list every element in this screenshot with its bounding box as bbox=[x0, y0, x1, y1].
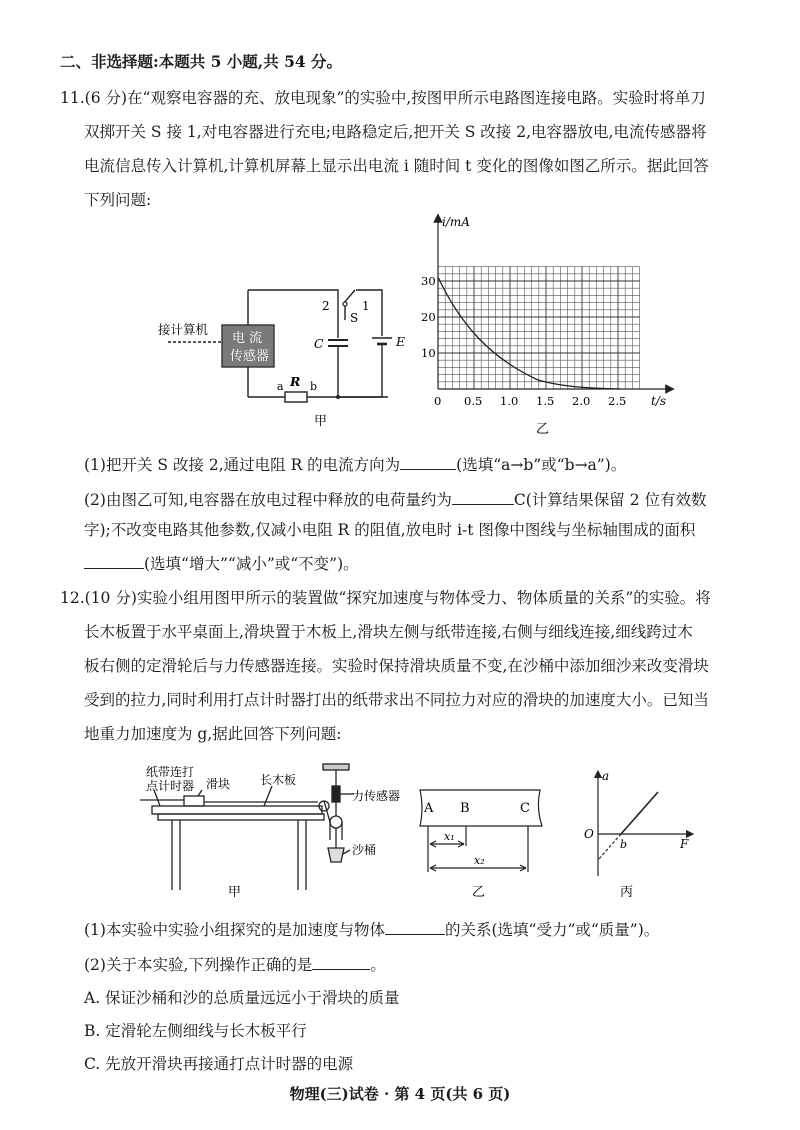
graph-caption: 乙 bbox=[536, 422, 550, 437]
q12-sub1 bbox=[84, 918, 659, 940]
graph-xtick: 0 bbox=[434, 394, 442, 408]
circuit-caption: 甲 bbox=[314, 414, 328, 429]
graph-grid bbox=[438, 267, 640, 389]
af-line bbox=[621, 792, 658, 834]
graph-ytick: 20 bbox=[421, 310, 436, 324]
q12-sub2-text: (2)关于本实验,下列操作正确的是 bbox=[84, 956, 313, 974]
q11-sub2-charge-blank[interactable] bbox=[452, 488, 514, 505]
af-line-extension bbox=[598, 834, 621, 860]
q11-line-1: 11.(6 分)在“观察电容器的充、放电现象”的实验中,按图甲所示电路图连接电路。实验时将单刀 bbox=[60, 89, 706, 107]
discharge-curve bbox=[438, 277, 620, 389]
q12-sub1-answer-blank[interactable] bbox=[385, 918, 445, 935]
q11-sub1-text: (1)把开关 S 改接 2,通过电阻 R 的电流方向为 bbox=[84, 456, 401, 474]
table-top bbox=[158, 814, 324, 820]
junction-node bbox=[336, 395, 340, 399]
sensor-label-2: 传感器 bbox=[230, 349, 270, 364]
q12-line-4: 受到的拉力,同时利用打点计时器打出的纸带求出不同拉力对应的滑块的加速度大小。已知当 bbox=[84, 691, 709, 709]
q12-sub2 bbox=[84, 953, 386, 975]
q12-sub2-answer-blank[interactable] bbox=[312, 953, 370, 970]
resistor-R bbox=[285, 392, 307, 402]
q11-sub2-area-hint: (选填“增大”“减小”或“不变”)。 bbox=[144, 555, 359, 573]
switch-pos-2: 2 bbox=[322, 299, 330, 313]
q12-sub1-hint: 的关系(选填“受力”或“质量”)。 bbox=[444, 921, 660, 939]
emf-label: E bbox=[396, 334, 406, 349]
long-board bbox=[152, 806, 322, 814]
q12-line-2: 长木板置于水平桌面上,滑块置于木板上,滑块左侧与纸带连接,右侧与细线连接,细线跨过木 bbox=[84, 623, 693, 641]
moving-pulley bbox=[330, 816, 342, 828]
switch-pos-1: 1 bbox=[362, 299, 370, 313]
q12-line-1: 12.(10 分)实验小组用图甲所示的装置做“探究加速度与物体受力、物体质量的关系”的实验。将 bbox=[60, 589, 711, 607]
q12-line-3: 板右侧的定滑轮后与力传感器连接。实验时保持滑块质量不变,在沙桶中添加细沙来改变滑块 bbox=[84, 657, 709, 675]
graph-xtick: 2.5 bbox=[608, 394, 627, 408]
paper-tape-diagram bbox=[412, 780, 552, 900]
graph-ylabel: i/mA bbox=[442, 215, 470, 229]
q11-sub1-hint: (选填“a→b”或“b→a”)。 bbox=[456, 456, 627, 474]
graph-ytick: 10 bbox=[421, 346, 436, 360]
switch-pivot bbox=[343, 302, 347, 306]
bucket-label: 沙桶 bbox=[352, 843, 377, 857]
computer-label: 接计算机 bbox=[158, 322, 209, 337]
force-sensor-label: 力传感器 bbox=[352, 789, 401, 803]
tape-point-c: C bbox=[520, 801, 530, 816]
sand-bucket bbox=[328, 848, 344, 862]
q11-line-4: 下列问题: bbox=[84, 191, 152, 209]
q11-sub2-area-blank[interactable] bbox=[84, 552, 144, 569]
page-footer: 物理(三)试卷 · 第 4 页(共 6 页) bbox=[289, 1085, 511, 1103]
tape-point-b: B bbox=[460, 801, 470, 816]
q12-line-5: 地重力加速度为 g,据此回答下列问题: bbox=[84, 725, 342, 743]
resistor-label: R bbox=[290, 374, 301, 389]
force-sensor bbox=[332, 786, 340, 802]
ceiling-mount bbox=[323, 764, 349, 770]
q11-sub2-line2: 字);不改变电路其他参数,仅减小电阻 R 的阻值,放电时 i-t 图像中图线与坐标轴围成的面积 bbox=[84, 521, 696, 539]
q12-option-a: A. 保证沙桶和沙的总质量远远小于滑块的质量 bbox=[84, 989, 400, 1007]
sensor-label-1: 电 流 bbox=[232, 331, 263, 346]
tape-x2: x₂ bbox=[474, 854, 485, 867]
af-caption: 丙 bbox=[620, 885, 634, 900]
q11-sub2-line1 bbox=[84, 488, 707, 510]
board-label: 长木板 bbox=[260, 773, 297, 787]
resistor-end-a: a bbox=[277, 380, 284, 393]
q12-sub2-end: 。 bbox=[370, 956, 386, 974]
q12-option-c: C. 先放开滑块再接通打点计时器的电源 bbox=[84, 1055, 354, 1073]
switch-label: S bbox=[350, 311, 359, 325]
graph-xtick: 2.0 bbox=[572, 394, 591, 408]
tape-point-a: A bbox=[424, 801, 434, 816]
q11-line-3: 电流信息传入计算机,计算机屏幕上显示出电流 i 随时间 t 变化的图像如图乙所示。据此回答 bbox=[84, 157, 709, 175]
block-label: 滑块 bbox=[206, 777, 231, 791]
q11-sub2-unit: C(计算结果保留 2 位有效数 bbox=[513, 491, 707, 509]
current-time-graph bbox=[420, 212, 680, 442]
slider-block bbox=[184, 796, 204, 806]
q11-sub1-answer-blank[interactable] bbox=[400, 453, 456, 470]
apparatus-diagram bbox=[140, 760, 410, 900]
af-ylabel: a bbox=[602, 769, 610, 783]
graph-xtick: 0.5 bbox=[464, 394, 483, 408]
resistor-end-b: b bbox=[310, 380, 318, 393]
af-origin: O bbox=[584, 827, 594, 841]
q12-option-b: B. 定滑轮左侧细线与长木板平行 bbox=[84, 1022, 307, 1040]
q11-sub2-line3 bbox=[84, 552, 359, 574]
graph-xlabel: t/s bbox=[651, 394, 667, 408]
section-title: 二、非选择题:本题共 5 小题,共 54 分。 bbox=[60, 52, 343, 71]
timer-label-2: 点计时器 bbox=[146, 779, 195, 793]
timer-label-1: 纸带连打 bbox=[146, 765, 195, 779]
af-xlabel: F bbox=[680, 837, 689, 851]
graph-xtick: 1.5 bbox=[536, 394, 555, 408]
acceleration-force-graph bbox=[574, 766, 704, 900]
q12-sub1-text: (1)本实验中实验小组探究的是加速度与物体 bbox=[84, 921, 385, 939]
capacitor-label: C bbox=[314, 336, 324, 351]
graph-xtick: 1.0 bbox=[500, 394, 519, 408]
circuit-diagram bbox=[150, 280, 420, 430]
graph-ytick: 30 bbox=[421, 274, 436, 288]
q11-line-2: 双掷开关 S 接 1,对电容器进行充电;电路稳定后,把开关 S 改接 2,电容器放电,电流传感器将 bbox=[84, 123, 707, 141]
q11-sub1 bbox=[84, 453, 626, 475]
apparatus-caption: 甲 bbox=[228, 885, 242, 900]
tape-caption: 乙 bbox=[472, 885, 486, 900]
af-intercept: b bbox=[620, 838, 628, 851]
q11-sub2-text: (2)由图乙可知,电容器在放电过程中释放的电荷量约为 bbox=[84, 491, 452, 509]
tape-x1: x₁ bbox=[444, 830, 455, 843]
